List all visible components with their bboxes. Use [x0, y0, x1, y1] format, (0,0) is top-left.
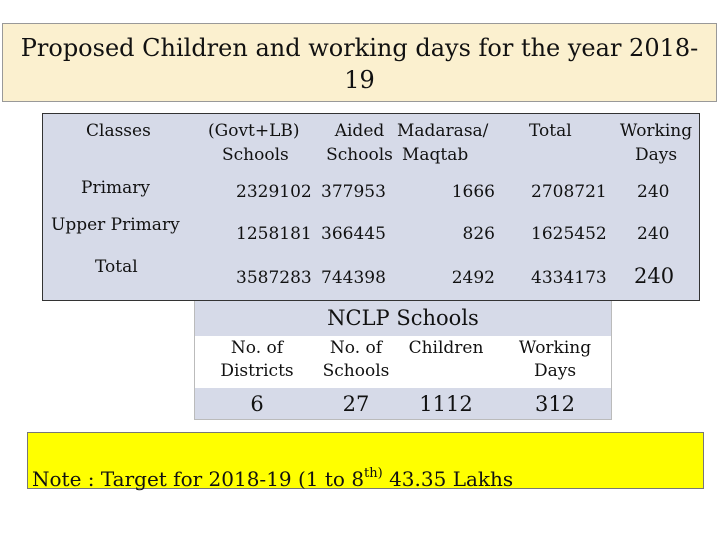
header-madarasa-line2: Maqtab [402, 145, 469, 165]
row-primary-class: Primary [81, 178, 150, 198]
title-line-1: Proposed Children and working days for the year 2018- [20, 34, 699, 62]
row-total-madarasa: 2492 [451, 268, 495, 288]
row-upper-primary-total: 1625452 [531, 224, 607, 244]
row-total-govt-lb: 3587283 [236, 268, 312, 288]
nclp-header-row [194, 336, 612, 388]
nclp-header-children: Children [408, 338, 484, 358]
nclp-header-districts-line2: Districts [220, 361, 294, 381]
row-upper-primary-class: Upper Primary [51, 215, 180, 235]
nclp-value-districts: 6 [250, 392, 264, 416]
nclp-header-schools-line1: No. of [329, 338, 383, 358]
nclp-header-working-days-line2: Days [533, 361, 577, 381]
note-box [27, 432, 704, 489]
header-aided [322, 119, 397, 167]
nclp-header-schools [317, 337, 395, 383]
nclp-header-districts-line1: No. of [230, 338, 284, 358]
title-line-2: 19 [344, 66, 375, 94]
nclp-header-working-days-line1: Working [518, 338, 592, 358]
row-total-total: 4334173 [531, 268, 607, 288]
row-upper-primary-working-days: 240 [637, 224, 670, 244]
row-upper-primary-govt-lb: 1258181 [236, 224, 312, 244]
nclp-value-children: 1112 [419, 392, 473, 416]
header-working-days-line2: Days [634, 145, 678, 165]
note-prefix: Note : Target for 2018-19 (1 to 8 [32, 467, 365, 491]
page-title [2, 23, 717, 102]
nclp-header-districts [203, 337, 311, 383]
nclp-title: NCLP Schools [194, 301, 612, 336]
nclp-value-working-days: 312 [534, 392, 576, 416]
row-primary-total: 2708721 [531, 182, 607, 202]
nclp-value-schools: 27 [342, 392, 370, 416]
nclp-header-schools-line2: Schools [322, 361, 390, 381]
note-superscript: th) [364, 466, 383, 481]
row-total-class: Total [95, 257, 138, 277]
header-working-days [613, 119, 699, 167]
row-primary-aided: 377953 [321, 182, 386, 202]
row-primary-madarasa: 1666 [451, 182, 495, 202]
header-aided-line2: Schools [326, 145, 393, 165]
row-upper-primary-madarasa: 826 [462, 224, 495, 244]
row-total-aided: 744398 [321, 268, 386, 288]
nclp-header-working-days [503, 337, 607, 383]
header-madarasa-line1: Madarasa/ [397, 121, 489, 141]
note-text [32, 467, 513, 491]
header-govt-lb-line2: Schools [222, 145, 289, 165]
header-classes: Classes [86, 121, 151, 141]
nclp-values-row [194, 388, 612, 420]
children-working-days-table [42, 113, 700, 301]
row-total-working-days: 240 [634, 264, 675, 288]
header-working-days-line1: Working [619, 121, 693, 141]
header-govt-lb [208, 119, 308, 167]
row-upper-primary-aided: 366445 [321, 224, 386, 244]
header-aided-line1: Aided [334, 121, 385, 141]
row-primary-govt-lb: 2329102 [236, 182, 312, 202]
header-govt-lb-line1: (Govt+LB) [208, 121, 300, 141]
note-suffix: 43.35 Lakhs [382, 467, 514, 491]
header-madarasa [397, 119, 497, 167]
header-total: Total [529, 121, 572, 141]
row-primary-working-days: 240 [637, 182, 670, 202]
